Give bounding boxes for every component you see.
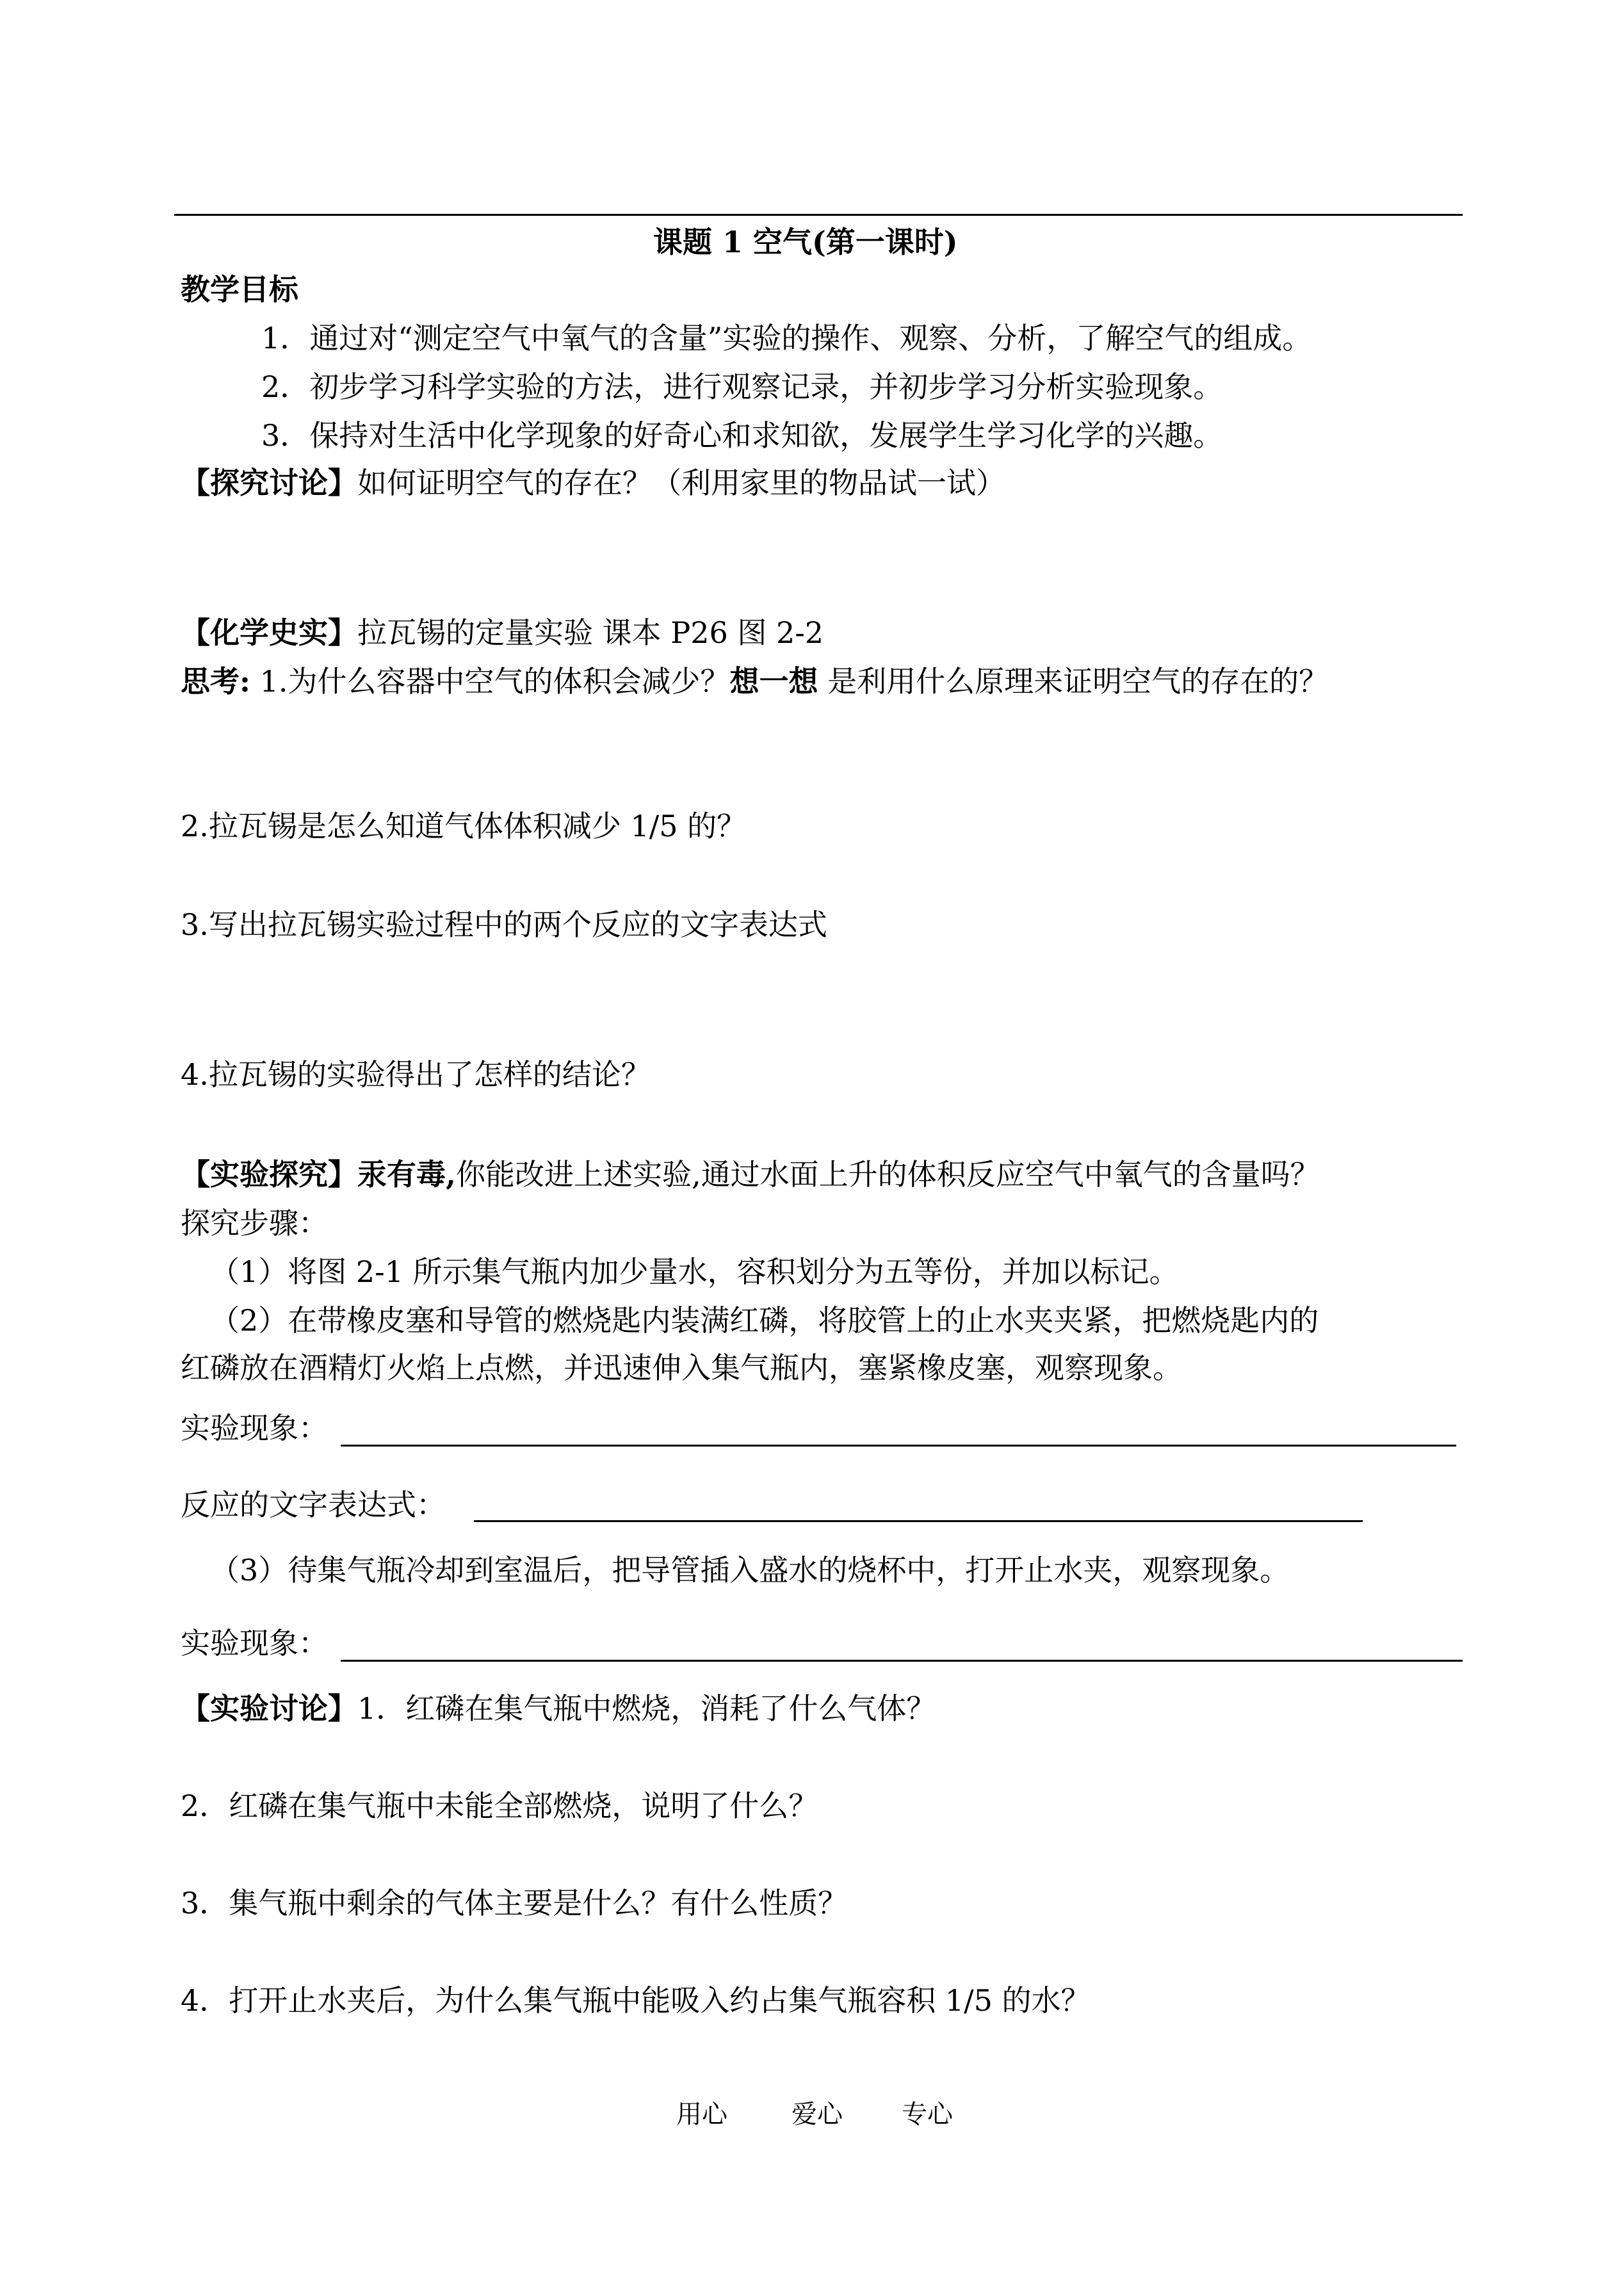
experiment-label: 【实验探究】 (181, 1157, 357, 1192)
chemical-history (181, 613, 824, 652)
phenomenon-answer-line-1[interactable] (341, 1445, 1456, 1447)
objective-item-2: 2．初步学习科学实验的方法，进行观察记录，并初步学习分析实验现象。 (261, 369, 1223, 404)
footer-item-3: 专心 (902, 2100, 953, 2129)
step-2-line-2: 红磷放在酒精灯火焰上点燃，并迅速伸入集气瓶内，塞紧橡皮塞，观察现象。 (181, 1350, 1182, 1385)
phenomenon-label-2: 实验现象： (181, 1626, 328, 1660)
inquiry-discussion-text: 如何证明空气的存在？（利用家里的物品试一试） (357, 466, 1005, 500)
inquiry-discussion-label: 【探究讨论】 (181, 466, 357, 500)
think-question-2: 2.拉瓦锡是怎么知道气体体积减少 1/5 的？ (181, 809, 747, 843)
page-title: 课题 1 空气(第一课时) (653, 225, 958, 259)
footer-item-1: 用心 (676, 2100, 727, 2129)
objective-item-3: 3．保持对生活中化学现象的好奇心和求知欲，发展学生学习化学的兴趣。 (261, 418, 1223, 453)
objectives-heading: 教学目标 (181, 272, 298, 307)
discussion-q1-text: 1．红磷在集气瓶中燃烧，消耗了什么气体？ (357, 1691, 936, 1726)
step-3: （3）待集气瓶冷却到室温后，把导管插入盛水的烧杯中，打开止水夹，观察现象。 (210, 1553, 1290, 1587)
chemical-history-label: 【化学史实】 (181, 615, 357, 650)
experiment-discussion-2: 2．红磷在集气瓶中未能全部燃烧，说明了什么？ (181, 1788, 818, 1823)
steps-heading: 探究步骤： (181, 1206, 328, 1240)
think-question-4: 4.拉瓦锡的实验得出了怎样的结论？ (181, 1057, 651, 1092)
experiment-discussion-3: 3．集气瓶中剩余的气体主要是什么？有什么性质？ (181, 1886, 848, 1920)
think-more-label: 想一想 (729, 664, 818, 699)
experiment-warning: 汞有毒, (357, 1157, 457, 1192)
expression-answer-line[interactable] (474, 1520, 1363, 1522)
step-1: （1）将图 2-1 所示集气瓶内加少量水，容积划分为五等份，并加以标记。 (210, 1254, 1179, 1289)
experiment-inquiry (181, 1155, 1320, 1194)
experiment-text: 你能改进上述实验,通过水面上升的体积反应空气中氧气的含量吗？ (456, 1157, 1320, 1192)
think-more-text: 是利用什么原理来证明空气的存在的？ (818, 664, 1329, 699)
step-2-line-1: （2）在带橡皮塞和导管的燃烧匙内装满红磷，将胶管上的止水夹夹紧，把燃烧匙内的 (210, 1303, 1319, 1338)
experiment-discussion-1 (181, 1689, 936, 1728)
think-question-1 (181, 662, 1328, 701)
experiment-discussion-4: 4．打开止水夹后，为什么集气瓶中能吸入约占集气瓶容积 1/5 的水？ (181, 1983, 1091, 2018)
experiment-discussion-label: 【实验讨论】 (181, 1691, 357, 1726)
expression-label: 反应的文字表达式： (181, 1488, 446, 1522)
chemical-history-text: 拉瓦锡的定量实验 课本 P26 图 2-2 (357, 615, 824, 650)
phenomenon-label-1: 实验现象： (181, 1411, 328, 1445)
inquiry-discussion (181, 464, 1005, 502)
think-q1-text: 1.为什么容器中空气的体积会减少？ (250, 664, 730, 699)
header-rule (174, 214, 1463, 216)
think-label: 思考: (181, 664, 250, 699)
phenomenon-answer-line-2[interactable] (341, 1660, 1463, 1662)
think-question-3: 3.写出拉瓦锡实验过程中的两个反应的文字表达式 (181, 907, 827, 942)
objective-item-1: 1．通过对“测定空气中氧气的含量”实验的操作、观察、分析，了解空气的组成。 (261, 321, 1312, 355)
footer-item-2: 爱心 (792, 2100, 843, 2129)
